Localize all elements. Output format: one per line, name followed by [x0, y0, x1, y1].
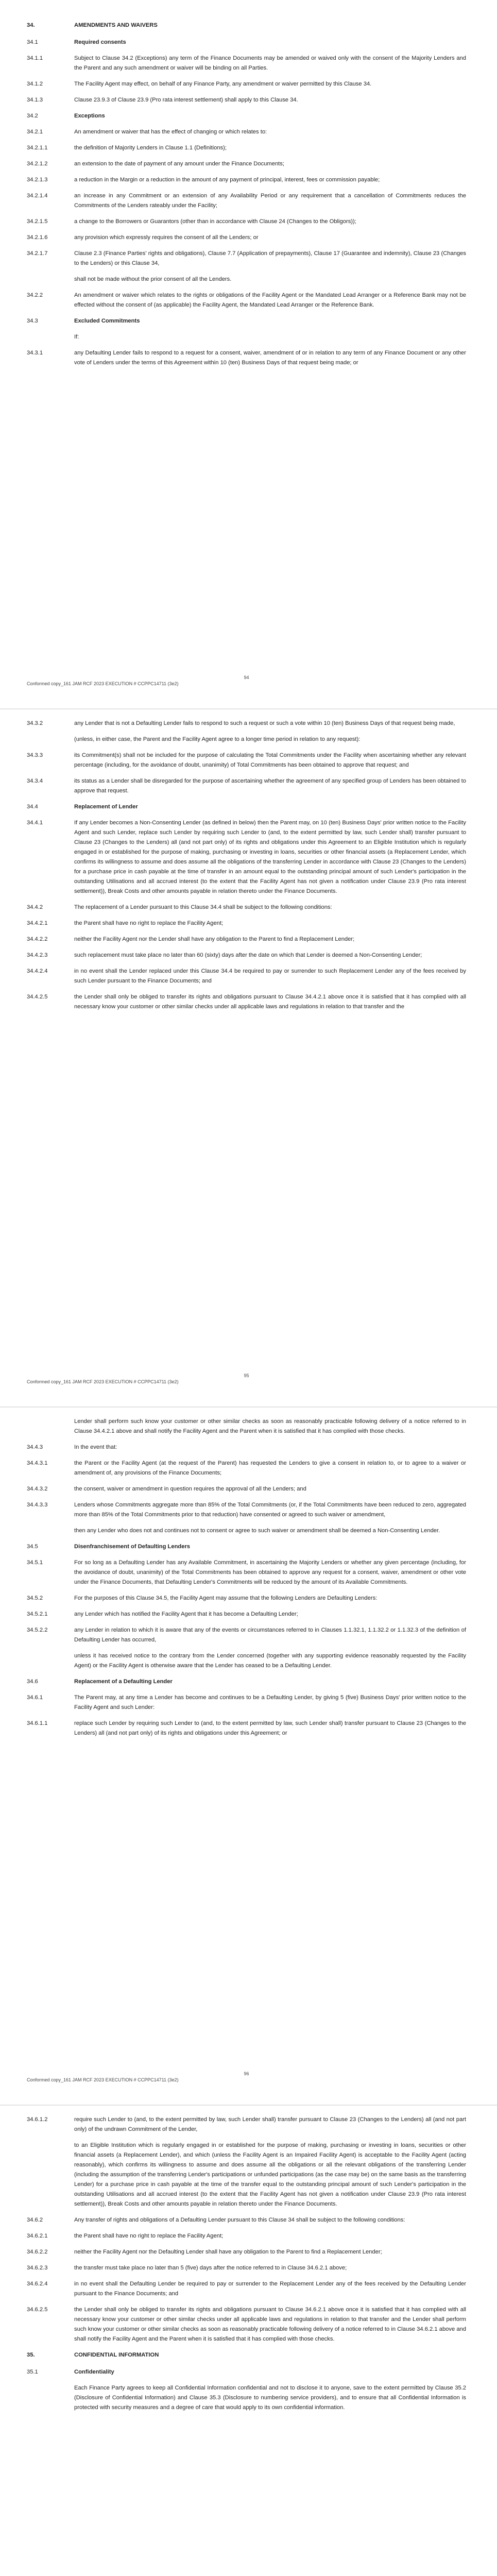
clause-paragraph — [27, 2305, 466, 2344]
page-separator — [0, 708, 497, 709]
page-number: 94 — [244, 675, 249, 680]
clause-text: to an Eligible Institution which is regularly engaged in or established for the purpose of making, purchasing or investing in loans, securities or other financial assets (a Replacement Lender), and which (unless the Facility Agent is an Impaired Facility Agent) is acceptable to the Facility Agent (acting reasonably), which confirms its willingness to assume and does assume all the obligations or all the relevant obligations of the transferring Lender (including the assumption of the transferring Lender's participations or unfunded participations (as the case may be) on the same basis as the transferring Lender) for a purchase price in cash payable at the time of the transfer equal to the outstanding principal amount of such Lender's participation in the outstanding Utilisations and all accrued interest (to the extent that the Facility Agent has not given a notification under Clause 23.9 (Pro rata interest settlement)), Break Costs and other amounts payable in relation thereto under the Finance Documents. — [74, 2142, 466, 2207]
clause-number: 35. — [27, 2352, 35, 2358]
clause-text: Replacement of Lender — [74, 804, 138, 810]
clause-number: 34.3.3 — [27, 752, 43, 758]
clause-paragraph — [27, 935, 466, 944]
clause-number: 34.3.4 — [27, 778, 43, 784]
clause-paragraph — [27, 1500, 466, 1520]
clause-text: The Parent may, at any time a Lender has become and continues to be a Defaulting Lender, by giving 5 (five) Business Days' prior written notice to the Facility Agent and such Lender: — [74, 1694, 466, 1710]
subclause-heading — [27, 1542, 466, 1552]
clause-text: Exceptions — [74, 113, 105, 119]
clause-number: 34.4.2.1 — [27, 920, 48, 926]
clause-paragraph — [27, 275, 466, 284]
clause-text: An amendment or waiver which relates to the rights or obligations of the Facility Agent or the Mandated Lead Arranger or a Reference Bank may not be effected without the consent of (as applicable) the Facility Agent, the Mandated Lead Arranger or the Reference Bank. — [74, 292, 466, 308]
clause-paragraph — [27, 818, 466, 896]
clause-paragraph — [27, 2263, 466, 2273]
clause-paragraph — [27, 1719, 466, 1738]
clause-text: AMENDMENTS AND WAIVERS — [74, 22, 158, 28]
clause-number: 34.2.1.4 — [27, 193, 48, 199]
document-page — [0, 719, 497, 1417]
clause-number: 34.4.3.1 — [27, 1460, 48, 1466]
clause-text: any Lender which has notified the Facility Agent that it has become a Defaulting Lender; — [74, 1611, 298, 1617]
page-number: 96 — [244, 2071, 249, 2076]
clause-paragraph — [27, 54, 466, 73]
document-page — [0, 2115, 497, 2576]
clause-number: 34.4.1 — [27, 820, 43, 826]
clause-paragraph — [27, 2215, 466, 2225]
clause-number: 34.1.2 — [27, 81, 43, 87]
clause-number: 34.1.3 — [27, 97, 43, 103]
clause-number: 35.1 — [27, 2369, 38, 2375]
clause-text: Each Finance Party agrees to keep all Confidential Information confidential and not to disclose it to anyone, save to the extent permitted by Clause 35.2 (Disclosure of Confidential Information) and Clause 35.3 (Disclosure to numbering service providers), and to ensure that all Confidential Information is protected with security measures and a degree of care that would apply to its own confidential information. — [74, 2385, 466, 2411]
clause-text: neither the Facility Agent nor the Lender shall have any obligation to the Parent to find a Replacement Lender; — [74, 936, 355, 942]
clause-text: Subject to Clause 34.2 (Exceptions) any term of the Finance Documents may be amended or waived only with the consent of the Majority Lenders and the Parent and any such amendment or waiver will be binding on all Parties. — [74, 55, 466, 71]
clause-paragraph — [27, 776, 466, 796]
clause-number: 34.2 — [27, 113, 38, 119]
clause-text: the definition of Majority Lenders in Clause 1.1 (Definitions); — [74, 145, 227, 151]
clause-text: require such Lender to (and, to the extent permitted by law, such Lender shall) transfer pursuant to Clause 23 (Changes to the Lenders) all (and not part only) of the undrawn Commitment of the Lender, — [74, 2116, 466, 2132]
clause-paragraph — [27, 2247, 466, 2257]
clause-text: an increase in any Commitment or an extension of any Availability Period or any requirement that a cancellation of Commitments reduces the Commitments of the Lenders rateably under the Facility; — [74, 193, 466, 209]
subclause-heading — [27, 2367, 466, 2377]
clause-number: 34.5.2.1 — [27, 1611, 48, 1617]
clause-paragraph — [27, 332, 466, 342]
clause-number: 34.4.3.2 — [27, 1486, 48, 1492]
clause-paragraph — [27, 2141, 466, 2209]
clause-text: in no event shall the Defaulting Lender be required to pay or surrender to the Replacement Lender any of the fees received by the Defaulting Lender pursuant to the Finance Documents; and — [74, 2281, 466, 2297]
clause-paragraph — [27, 719, 466, 728]
clause-text: the Parent shall have no right to replace the Facility Agent; — [74, 920, 224, 926]
clause-paragraph — [27, 1459, 466, 1478]
page-number: 95 — [244, 1373, 249, 1378]
clause-text: any Lender in relation to which it is aware that any of the events or circumstances referred to in Clauses 1.1.32.1, 1.1.32.2 or 1.1.32.3 of the definition of Defaulting Lender has occurred, — [74, 1627, 466, 1643]
clause-number: 34.3.1 — [27, 350, 43, 356]
clause-paragraph — [27, 1443, 466, 1452]
clause-text: in no event shall the Lender replaced under this Clause 34.4 be required to pay or surrender to such Replacement Lender any of the fees received by such Lender pursuant to the Finance Documents; and — [74, 968, 466, 984]
clause-paragraph — [27, 175, 466, 185]
clause-number: 34.6.2.4 — [27, 2281, 48, 2287]
clause-paragraph — [27, 159, 466, 169]
page-footer — [27, 1373, 466, 1384]
clause-heading — [27, 21, 466, 30]
clause-number: 34.6 — [27, 1679, 38, 1685]
subclause-heading — [27, 38, 466, 47]
clause-paragraph — [27, 1609, 466, 1619]
clause-text: neither the Facility Agent nor the Defaulting Lender shall have any obligation to the Parent to find a Replacement Lender; — [74, 2249, 382, 2255]
clause-text: its Commitment(s) shall not be included for the purpose of calculating the Total Commitments under the Facility when ascertaining whether any relevant percentage (including, for the avoidance of doubt, unanimity) of Total Commitments has been obtained to approve that request; and — [74, 752, 466, 768]
clause-paragraph — [27, 1484, 466, 1494]
clause-text: For so long as a Defaulting Lender has any Available Commitment, in ascertaining the Majority Lenders or whether any given percentage (including, for the avoidance of doubt, unanimity) of the Total Commitments has been obtained to approve any request for a consent, waiver, amendment or other vote under the Finance Documents, that Defaulting Lender's Commitments will be reduced by the amount of its Available Commitments. — [74, 1560, 466, 1585]
clause-number: 34.6.2.2 — [27, 2249, 48, 2255]
clause-number: 34.4.2 — [27, 904, 43, 910]
clause-text: If any Lender becomes a Non-Consenting Lender (as defined in below) then the Parent may, on 10 (ten) Business Days' prior written notice to the Facility Agent and such Lender, replace such Lender by requiring such Lender to (and, to the extent permitted by law, such Lender shall) transfer pursuant to Clause 23 (Changes to the Lenders) all (and not part only) of its rights and obligations under this Agreement to an Eligible Institution which is regularly engaged in or established for the purpose of making, purchasing or investing in loans, securities or other financial assets (a Replacement Lender, which confirms its willingness to assume and does assume all the obligations of the transferring Lender in accordance with Clause 23 (Changes to the Lenders) for a purchase price in cash payable at the time of transfer in an amount equal to the outstanding principal amount of such Lender's participation in the outstanding Utilisations and all accrued interest (to the extent that the Facility Agent has not given a notification under Clause 23.9 (Pro rata interest settlement)), Break Costs and other amounts payable in relation thereto under the Finance Documents. — [74, 820, 466, 894]
clause-paragraph — [27, 233, 466, 243]
clause-number: 34.3.2 — [27, 720, 43, 726]
clause-number: 34.1.1 — [27, 55, 43, 61]
clause-number: 34.4.2.2 — [27, 936, 48, 942]
clause-text: the Lender shall only be obliged to transfer its rights and obligations pursuant to Clause 34.4.2.1 above once it is satisfied that it has complied with all necessary know your customer or other similar checks under all applicable laws and regulations in relation to that transfer and the — [74, 994, 466, 1010]
clause-paragraph — [27, 2383, 466, 2413]
clause-number: 34.2.2 — [27, 292, 43, 298]
clause-number: 34.2.1.1 — [27, 145, 48, 151]
clause-paragraph — [27, 291, 466, 310]
clause-number: 34.5.2.2 — [27, 1627, 48, 1633]
clause-paragraph — [27, 1558, 466, 1587]
page-content — [27, 719, 466, 1018]
clause-text: If: — [74, 334, 79, 340]
clause-paragraph — [27, 348, 466, 368]
clause-number: 34.6.2.3 — [27, 2265, 48, 2271]
page-footer — [27, 2071, 466, 2082]
clause-paragraph — [27, 1625, 466, 1645]
clause-paragraph — [27, 2279, 466, 2299]
clause-text: An amendment or waiver that has the effect of changing or which relates to: — [74, 129, 267, 135]
subclause-heading — [27, 1677, 466, 1687]
clause-text: The Facility Agent may effect, on behalf of any Finance Party, any amendment or waiver permitted by this Clause 34. — [74, 81, 372, 87]
clause-number: 34.6.2 — [27, 2217, 43, 2223]
clause-number: 34.2.1 — [27, 129, 43, 135]
clause-number: 34.3 — [27, 318, 38, 324]
clause-text: the Parent shall have no right to replace the Facility Agent; — [74, 2233, 224, 2239]
clause-number: 34.5 — [27, 1544, 38, 1550]
clause-text: Clause 23.9.3 of Clause 23.9 (Pro rata interest settlement) shall apply to this Clause 34. — [74, 97, 298, 103]
clause-text: a change to the Borrowers or Guarantors (other than in accordance with Clause 24 (Changes to the Obligors)); — [74, 218, 356, 225]
clause-text: the transfer must take place no later than 5 (five) days after the notice referred to in Clause 34.6.2.1 above; — [74, 2265, 347, 2271]
clause-text: In the event that: — [74, 1444, 117, 1450]
clause-number: 34.5.1 — [27, 1560, 43, 1566]
clause-text: the Lender shall only be obliged to transfer its rights and obligations pursuant to Clause 34.6.2.1 above once it is satisfied that it has complied with all necessary know your customer or other similar checks under all applicable laws and regulations in relation to that transfer and the Lender shall perform such know your customer or other similar checks as soon as reasonably practicable following delivery of a notice referred to in Clause 34.6.2.1 above and shall notify the Facility Agent and the Parent when it is satisfied that it has complied with those checks. — [74, 2307, 466, 2342]
clause-paragraph — [27, 992, 466, 1012]
clause-text: (unless, in either case, the Parent and the Facility Agent agree to a longer time period in relation to any request): — [74, 736, 361, 742]
subclause-heading — [27, 802, 466, 812]
document-page — [0, 21, 497, 719]
subclause-heading — [27, 111, 466, 121]
conformed-copy-reference: Conformed copy_161 JAM RCF 2023 EXECUTION # CCPPC14711 (3e2) — [27, 1379, 179, 1384]
clause-number: 34.4.2.4 — [27, 968, 48, 974]
clause-paragraph — [27, 735, 466, 744]
conformed-copy-reference: Conformed copy_161 JAM RCF 2023 EXECUTION # CCPPC14711 (3e2) — [27, 681, 179, 686]
clause-text: then any Lender who does not and continues not to consent or agree to such waiver or amendment shall be deemed a Non-Consenting Lender. — [74, 1528, 440, 1534]
clause-text: Clause 2.3 (Finance Parties' rights and obligations), Clause 7.7 (Application of prepayments), Clause 17 (Guarantee and indemnity), Clause 23 (Changes to the Lenders) or this Clause 34, — [74, 250, 466, 266]
clause-text: the Parent or the Facility Agent (at the request of the Parent) has requested the Lenders to give a consent in relation to, or to agree to a waiver or amendment of, any provisions of the Finance Documents; — [74, 1460, 466, 1476]
clause-paragraph — [27, 1651, 466, 1671]
clause-text: replace such Lender by requiring such Lender to (and, to the extent permitted by law, such Lender shall) transfer pursuant to Clause 23 (Changes to the Lenders) all (and not part only) of its rights and obligations under this Agreement; or — [74, 1720, 466, 1736]
page-content — [27, 1417, 466, 1744]
clause-paragraph — [27, 967, 466, 986]
clause-paragraph — [27, 2115, 466, 2134]
page-separator — [0, 1406, 497, 1408]
clause-text: Lenders whose Commitments aggregate more than 85% of the Total Commitments (or, if the Total Commitments have been reduced to zero, aggregated more than 85% of the Total Commitments prior to that reduction) have consented or agreed to such waiver or amendment, — [74, 1502, 466, 1518]
clause-text: any provision which expressly requires the consent of all the Lenders; or — [74, 234, 259, 241]
clause-number: 34.6.1 — [27, 1694, 43, 1701]
page-footer — [27, 675, 466, 686]
clause-number: 34.6.1.2 — [27, 2116, 48, 2123]
clause-number: 34.6.2.1 — [27, 2233, 48, 2239]
clause-paragraph — [27, 2231, 466, 2241]
clause-number: 34.2.1.5 — [27, 218, 48, 225]
clause-number: 34.6.2.5 — [27, 2307, 48, 2313]
clause-text: Lender shall perform such know your customer or other similar checks as soon as reasonably practicable following delivery of a notice referred to in Clause 34.4.2.1 above and shall notify the Facility Agent and the Parent when it is satisfied that it has complied with those checks. — [74, 1418, 466, 1434]
clause-paragraph — [27, 95, 466, 105]
page-separator — [0, 2105, 497, 2106]
clause-number: 34.1 — [27, 39, 38, 45]
clause-paragraph — [27, 217, 466, 227]
clause-number: 34.4.2.3 — [27, 952, 48, 958]
subclause-heading — [27, 316, 466, 326]
clause-number: 34.4 — [27, 804, 38, 810]
clause-text: any Defaulting Lender fails to respond to a request for a consent, waiver, amendment of or in relation to any term of any Finance Document or any other vote of Lenders under the terms of this Agreement within 10 (ten) Business Days of that request being made; or — [74, 350, 466, 366]
document-page — [0, 1417, 497, 2115]
clause-text: Required consents — [74, 39, 126, 45]
clause-text: Replacement of a Defaulting Lender — [74, 1679, 173, 1685]
clause-paragraph — [27, 79, 466, 89]
clause-number: 34.4.2.5 — [27, 994, 48, 1000]
clause-text: Excluded Commitments — [74, 318, 140, 324]
clause-number: 34.2.1.7 — [27, 250, 48, 257]
clause-paragraph — [27, 1417, 466, 1436]
clause-paragraph — [27, 919, 466, 928]
clause-paragraph — [27, 903, 466, 912]
clause-text: an extension to the date of payment of any amount under the Finance Documents; — [74, 161, 284, 167]
clause-text: The replacement of a Lender pursuant to this Clause 34.4 shall be subject to the following conditions: — [74, 904, 332, 910]
clause-number: 34.5.2 — [27, 1595, 43, 1601]
clause-paragraph — [27, 1693, 466, 1713]
clause-text: CONFIDENTIAL INFORMATION — [74, 2352, 159, 2358]
clause-text: shall not be made without the prior consent of all the Lenders. — [74, 276, 232, 282]
clause-paragraph — [27, 191, 466, 211]
clause-text: any Lender that is not a Defaulting Lender fails to respond to such a request or such a vote within 10 (ten) Business Days of that request being made, — [74, 720, 455, 726]
page-content — [27, 2115, 466, 2419]
clause-number: 34.6.1.1 — [27, 1720, 48, 1726]
clause-number: 34.2.1.6 — [27, 234, 48, 241]
conformed-copy-reference: Conformed copy_161 JAM RCF 2023 EXECUTION # CCPPC14711 (3e2) — [27, 2077, 179, 2082]
clause-number: 34.4.3.3 — [27, 1502, 48, 1508]
clause-number: 34.2.1.3 — [27, 177, 48, 183]
clause-paragraph — [27, 143, 466, 153]
clause-text: such replacement must take place no later than 60 (sixty) days after the date on which that Lender is deemed a Non-Consenting Lender; — [74, 952, 422, 958]
clause-text: Disenfranchisement of Defaulting Lenders — [74, 1544, 191, 1550]
clause-text: a reduction in the Margin or a reduction in the amount of any payment of principal, interest, fees or commission payable; — [74, 177, 380, 183]
page-content — [27, 21, 466, 374]
clause-paragraph — [27, 1526, 466, 1536]
clause-paragraph — [27, 1594, 466, 1603]
clause-text: the consent, waiver or amendment in question requires the approval of all the Lenders; and — [74, 1486, 306, 1492]
clause-paragraph — [27, 127, 466, 137]
clause-text: Any transfer of rights and obligations of a Defaulting Lender pursuant to this Clause 34 shall be subject to the following conditions: — [74, 2217, 405, 2223]
clause-heading — [27, 2350, 466, 2360]
clause-number: 34. — [27, 22, 35, 28]
clause-text: its status as a Lender shall be disregarded for the purpose of ascertaining whether the agreement of any specified group of Lenders has been obtained to approve that request. — [74, 778, 466, 794]
clause-paragraph — [27, 249, 466, 268]
clause-text: unless it has received notice to the contrary from the Lender concerned (together with any supporting evidence reasonably requested by the Facility Agent) or the Facility Agent is otherwise aware that the Lender has ceased to be a Defaulting Lender. — [74, 1653, 466, 1669]
clause-text: Confidentiality — [74, 2369, 114, 2375]
clause-paragraph — [27, 951, 466, 960]
clause-text: For the purposes of this Clause 34.5, the Facility Agent may assume that the following Lenders are Defaulting Lenders: — [74, 1595, 378, 1601]
clause-number: 34.4.3 — [27, 1444, 43, 1450]
clause-number: 34.2.1.2 — [27, 161, 48, 167]
clause-paragraph — [27, 751, 466, 770]
